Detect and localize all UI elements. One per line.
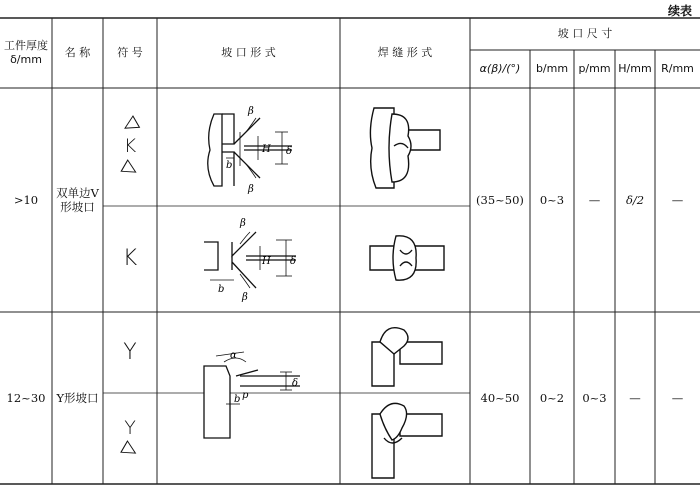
- row1-name: 双单边V形坡口: [56, 185, 99, 214]
- header-groove-form: 坡 口 形 式: [221, 46, 276, 60]
- row1-symbols-a: [103, 88, 157, 206]
- row1-b: 0~3: [539, 192, 565, 207]
- header-symbol: 符 号: [117, 46, 143, 60]
- single-v-weld-icon: [368, 318, 444, 388]
- fig2-beta-bottom: β: [242, 292, 248, 303]
- fig1-b: b: [226, 160, 233, 171]
- single-v-groove-icon: [196, 346, 308, 442]
- row2-thickness: 12~30: [6, 390, 46, 405]
- row2-R: —: [671, 390, 684, 405]
- row1-R: —: [671, 192, 684, 207]
- header-H: H/mm: [618, 62, 652, 76]
- double-bevel-weld-icon-2: [368, 228, 448, 288]
- single-v-weld-backing-icon: [368, 398, 444, 480]
- header-p: p/mm: [578, 62, 611, 76]
- row2-symbol-a: Y: [123, 339, 137, 365]
- double-bevel-groove-icon: [200, 92, 310, 204]
- double-bevel-symbol-k: K: [123, 135, 137, 158]
- row2-H: —: [629, 390, 641, 405]
- row2-p: 0~3: [582, 390, 607, 405]
- header-R: R/mm: [661, 62, 694, 76]
- double-bevel-symbol-bottom: ▷: [118, 154, 143, 182]
- fig3-delta: δ: [292, 378, 299, 389]
- fig1-delta: δ: [286, 146, 293, 157]
- row1-thickness: >10: [13, 192, 39, 207]
- row2-b: 0~2: [539, 390, 565, 405]
- row1-symbol-b: K: [122, 246, 138, 272]
- fig2-b: b: [218, 284, 225, 295]
- y-backing-symbol: ▷: [118, 435, 143, 462]
- row2-symbols-b: [103, 393, 157, 484]
- fig3-b: b: [234, 394, 241, 405]
- row2-alpha: 40~50: [480, 390, 520, 405]
- fig2-H: H: [262, 256, 271, 267]
- fig1-H: H: [262, 144, 271, 155]
- header-name: 名 称: [64, 46, 91, 60]
- header-weld-form: 焊 缝 形 式: [377, 46, 433, 60]
- row1-alpha: (35~50): [476, 192, 524, 207]
- fig3-alpha: α: [230, 350, 237, 361]
- row2-name: Y形坡口: [56, 390, 99, 405]
- fig3-p: p: [242, 390, 249, 401]
- row1-H: δ/2: [625, 192, 645, 207]
- y-symbol: Y: [124, 416, 136, 439]
- header-thickness: 工件厚度 δ/mm: [4, 39, 48, 66]
- header-groove-size: 坡 口 尺 寸: [557, 27, 613, 41]
- header-b: b/mm: [535, 62, 569, 76]
- fig2-beta-top: β: [240, 218, 246, 229]
- double-bevel-groove-icon-2: [196, 212, 308, 304]
- header-alpha: α(β)/(°): [479, 62, 521, 76]
- continued-label: 续表: [667, 4, 692, 18]
- double-bevel-symbol-top: ◁: [117, 111, 142, 138]
- double-bevel-weld-icon: [366, 100, 446, 196]
- fig1-beta-top: β: [248, 106, 254, 117]
- fig2-delta: δ: [290, 256, 297, 267]
- fig1-beta-bottom: β: [248, 184, 254, 195]
- row1-p: —: [588, 192, 601, 207]
